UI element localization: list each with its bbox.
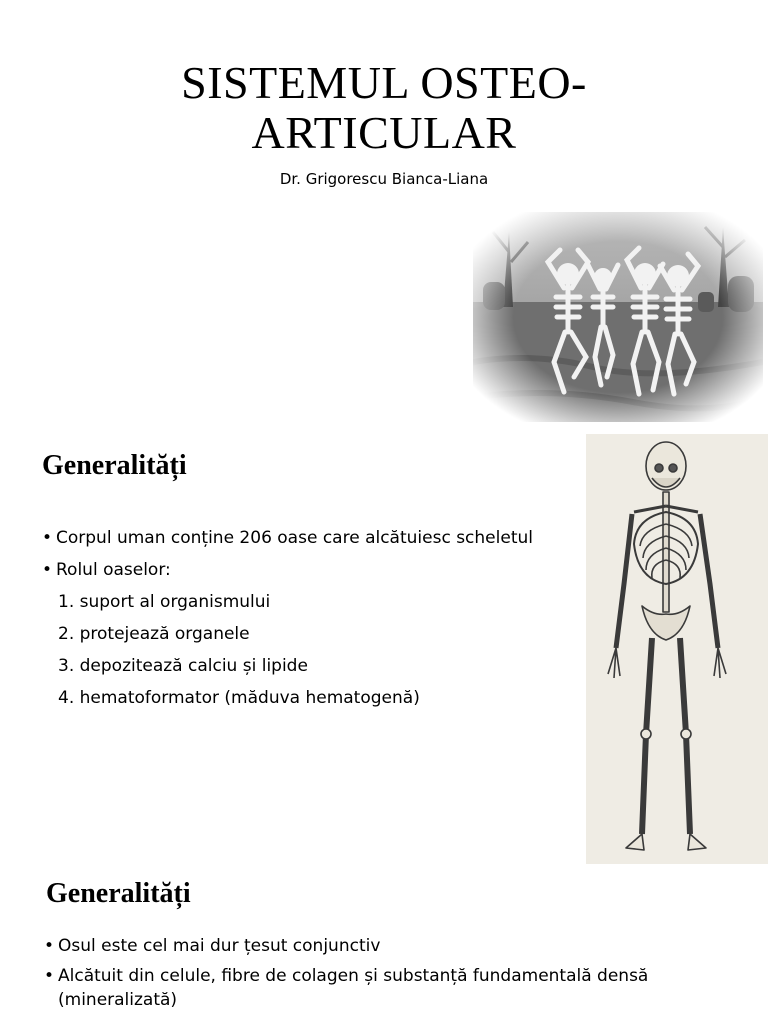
list-item: • Rolul oaselor: — [42, 554, 533, 586]
section-heading: Generalități — [42, 450, 187, 481]
list-item: • Osul este cel mai dur țesut conjunctiv — [44, 934, 734, 958]
title-line-2: ARTICULAR — [251, 107, 517, 158]
generalities-slide-2 — [0, 864, 768, 1024]
dancing-skeletons-photo — [473, 212, 763, 422]
list-item: 4. hematoformator (măduva hematogenă) — [58, 688, 420, 708]
list-item: • Corpul uman conține 206 oase care alcătuiesc scheletul — [42, 522, 533, 554]
title-slide — [0, 0, 768, 432]
title-line-1: SISTEMUL OSTEO- — [181, 57, 587, 108]
bullet-list — [44, 934, 734, 1018]
human-skeleton-illustration — [586, 434, 768, 864]
section-heading: Generalități — [46, 878, 191, 909]
author-name: Dr. Grigorescu Bianca-Liana — [279, 170, 489, 188]
list-item: • Alcătuit din celule, fibre de colagen și substanță fundamentală densă (mineralizată) — [44, 964, 734, 1012]
generalities-slide-1 — [0, 432, 768, 864]
bullet-list — [42, 522, 533, 714]
list-item: 1. suport al organismului — [58, 592, 271, 612]
presentation-title — [0, 58, 768, 158]
list-item: 3. depozitează calciu și lipide — [58, 656, 308, 676]
list-item: 2. protejează organele — [58, 624, 250, 644]
